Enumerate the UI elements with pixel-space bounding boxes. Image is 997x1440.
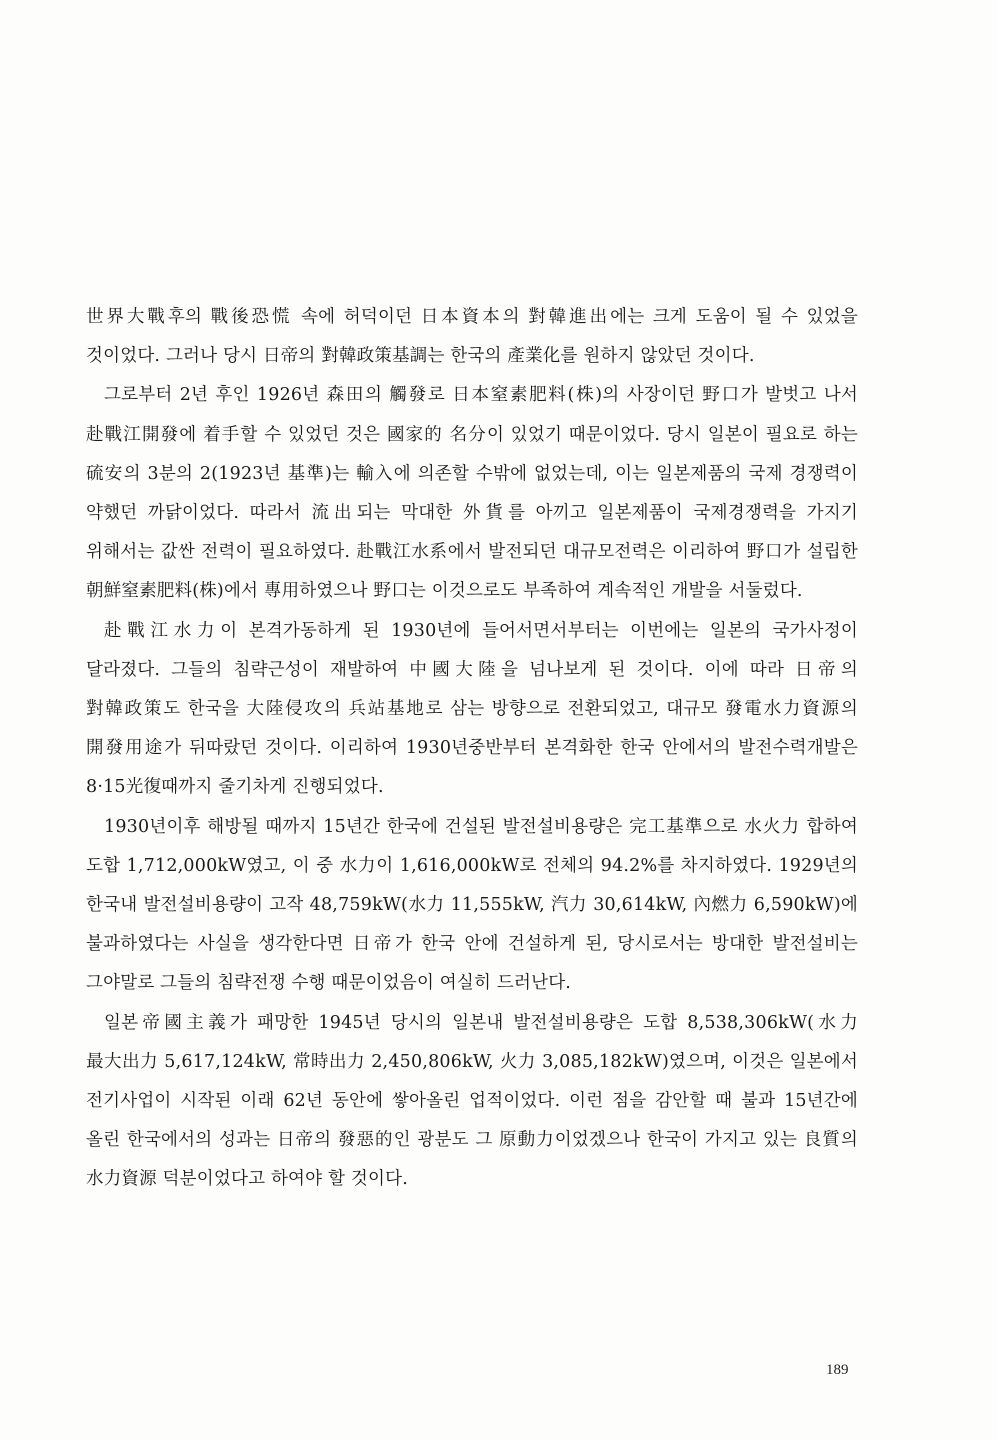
paragraph-2: 그로부터 2년 후인 1926년 森田의 觸發로 日本窒素肥料(株)의 사장이던 野口가 발벗고 나서 赴戰江開發에 着手할 수 있었던 것은 國家的 名分이 있었기 때문이었다. 당시 일본이 필요로 하는 硫安의 3분의 2(1923년 基準)는 輸入에 의존할 수밖에 없었는데, 이는 일본제품의 국제 경쟁력이 약했던 까닭이었다. 따라서 流出되는 막대한 外貨를 아끼고 일본제품이 국제경쟁력을 가지기 위해서는 값싼 전력이 필요하였다. 赴戰江水系에서 발전되던 대규모전력은 이리하여 野口가 설립한 朝鮮窒素肥料(株)에서 專用하였으나 野口는 이것으로도 부족하여 계속적인 개발을 서둘렀다. — [86, 385, 858, 602]
paragraph-1: 世界大戰후의 戰後恐慌 속에 허덕이던 日本資本의 對韓進出에는 크게 도움이 될 수 있었을 것이었다. 그러나 당시 日帝의 對韓政策基調는 한국의 產業化를 원하지 않았던 것이다. — [86, 307, 858, 367]
paragraph-4: 1930년이후 해방될 때까지 15년간 한국에 건설된 발전설비용량은 完工基準으로 水火力 합하여 도합 1,712,000kW였고, 이 중 水力이 1,616,000kW로 전체의 94.2%를 차지하였다. 1929년의 한국내 발전설비용량이 고작 48,759kW(水力 11,555kW, 汽力 30,614kW, 內燃力 6,590kW)에 불과하였다는 사실을 생각한다면 日帝가 한국 안에 건설하게 된, 당시로서는 방대한 발전설비는 그야말로 그들의 침략전쟁 수행 때문이었음이 여실히 드러난다. — [86, 816, 858, 994]
body-text — [86, 298, 858, 1200]
page-number: 189 — [826, 1362, 849, 1378]
paragraph-5: 일본帝國主義가 패망한 1945년 당시의 일본내 발전설비용량은 도합 8,538,306kW(水力 最大出力 5,617,124kW, 常時出力 2,450,806kW, 火力 3,085,182kW)였으며, 이것은 일본에서 전기사업이 시작된 이래 62년 동안에 쌓아올린 업적이었다. 이런 점을 감안할 때 불과 15년간에 올린 한국에서의 성과는 日帝의 發惡的인 광분도 그 原動力이었겠으나 한국이 가지고 있는 良質의 水力資源 덕분이었다고 하여야 할 것이다. — [86, 1012, 858, 1190]
paragraph-3: 赴戰江水力이 본격가동하게 된 1930년에 들어서면서부터는 이번에는 일본의 국가사정이 달라졌다. 그들의 침략근성이 재발하여 中國大陸을 넘나보게 된 것이다. 이에 따라 日帝의 對韓政策도 한국을 大陸侵攻의 兵站基地로 삼는 방향으로 전환되었고, 대규모 發電水力資源의 開發用途가 뒤따랐던 것이다. 이리하여 1930년중반부터 본격화한 한국 안에서의 발전수력개발은 8·15光復때까지 줄기차게 진행되었다. — [86, 620, 858, 798]
